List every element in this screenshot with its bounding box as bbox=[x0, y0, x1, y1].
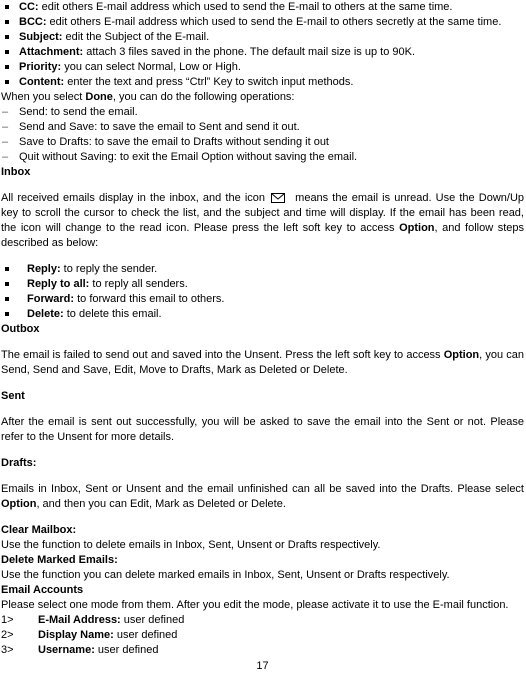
list-item: Subject: edit the Subject of the E-mail. bbox=[1, 30, 524, 45]
list-item: 3> Username: user defined bbox=[1, 644, 159, 656]
list-item: Attachment: attach 3 files saved in the phone. The default mail size is up to 90K. bbox=[1, 45, 524, 60]
done-operations-list bbox=[1, 105, 524, 165]
inbox-paragraph: All received emails display in the inbox, and the icon means the email is unread. Use the Down/Up key to scroll the cursor to check the list, and the subject and time will display. If the email has been read, the icon will change to the read icon. Please press the left soft key to access Option, and follow steps described as below: bbox=[1, 192, 525, 249]
email-accounts-list bbox=[1, 613, 524, 658]
list-item: Forward: to forward this email to others. bbox=[1, 292, 524, 307]
list-item: Content: enter the text and press “Ctrl” Key to switch input methods. bbox=[1, 75, 524, 90]
drafts-heading: Drafts: bbox=[1, 457, 37, 469]
inbox-heading: Inbox bbox=[1, 166, 31, 178]
unread-mail-icon bbox=[271, 193, 285, 203]
clear-mailbox-heading: Clear Mailbox: bbox=[1, 524, 77, 536]
list-item: CC: edit others E-mail address which used to send the E-mail to others at the same time. bbox=[1, 0, 524, 15]
email-accounts-heading: Email Accounts bbox=[1, 584, 84, 596]
inbox-option-list bbox=[1, 262, 524, 322]
outbox-heading: Outbox bbox=[1, 323, 40, 335]
list-item: – Quit without Saving: to exit the Email Option without saving the email. bbox=[1, 150, 524, 165]
email-accounts-paragraph: Please select one mode from them. After you edit the mode, please activate it to use the E-mail function. bbox=[1, 599, 509, 611]
list-item: – Save to Drafts: to save the email to Drafts without sending it out bbox=[1, 135, 524, 150]
list-item: – Send and Save: to save the email to Sent and send it out. bbox=[1, 120, 524, 135]
page-number: 17 bbox=[256, 660, 269, 672]
done-intro: When you select Done, you can do the following operations: bbox=[1, 91, 295, 103]
compose-field-list bbox=[1, 0, 524, 90]
list-item: 2> Display Name: user defined bbox=[1, 629, 178, 641]
list-item: Reply to all: to reply all senders. bbox=[1, 277, 524, 292]
sent-paragraph: After the email is sent out successfully, you will be asked to save the email into the Sent or not. Please refer to the Unsent for more details. bbox=[1, 416, 524, 443]
list-item: Priority: you can select Normal, Low or High. bbox=[1, 60, 524, 75]
drafts-paragraph: Emails in Inbox, Sent or Unsent and the email unfinished can all be saved into the Drafts. Please select Option, and then you can Edit, Mark as Deleted or Delete. bbox=[1, 483, 524, 510]
list-item: BCC: edit others E-mail address which used to send the E-mail to others secretly at the same time. bbox=[1, 15, 524, 30]
sent-heading: Sent bbox=[1, 390, 25, 402]
clear-mailbox-paragraph: Use the function to delete emails in Inbox, Sent, Unsent or Drafts respectively. bbox=[1, 539, 381, 551]
list-item: Delete: to delete this email. bbox=[1, 307, 524, 322]
list-item: – Send: to send the email. bbox=[1, 105, 524, 120]
list-item: 1> E-Mail Address: user defined bbox=[1, 614, 185, 626]
delete-marked-heading: Delete Marked Emails: bbox=[1, 554, 118, 566]
outbox-paragraph: The email is failed to send out and saved into the Unsent. Press the left soft key to access Option, you can Send, Send and Save, Edit, Move to Drafts, Mark as Deleted or Delete. bbox=[1, 349, 524, 376]
delete-marked-paragraph: Use the function you can delete marked emails in Inbox, Sent, Unsent or Drafts respectively. bbox=[1, 569, 450, 581]
list-item: Reply: to reply the sender. bbox=[1, 262, 524, 277]
